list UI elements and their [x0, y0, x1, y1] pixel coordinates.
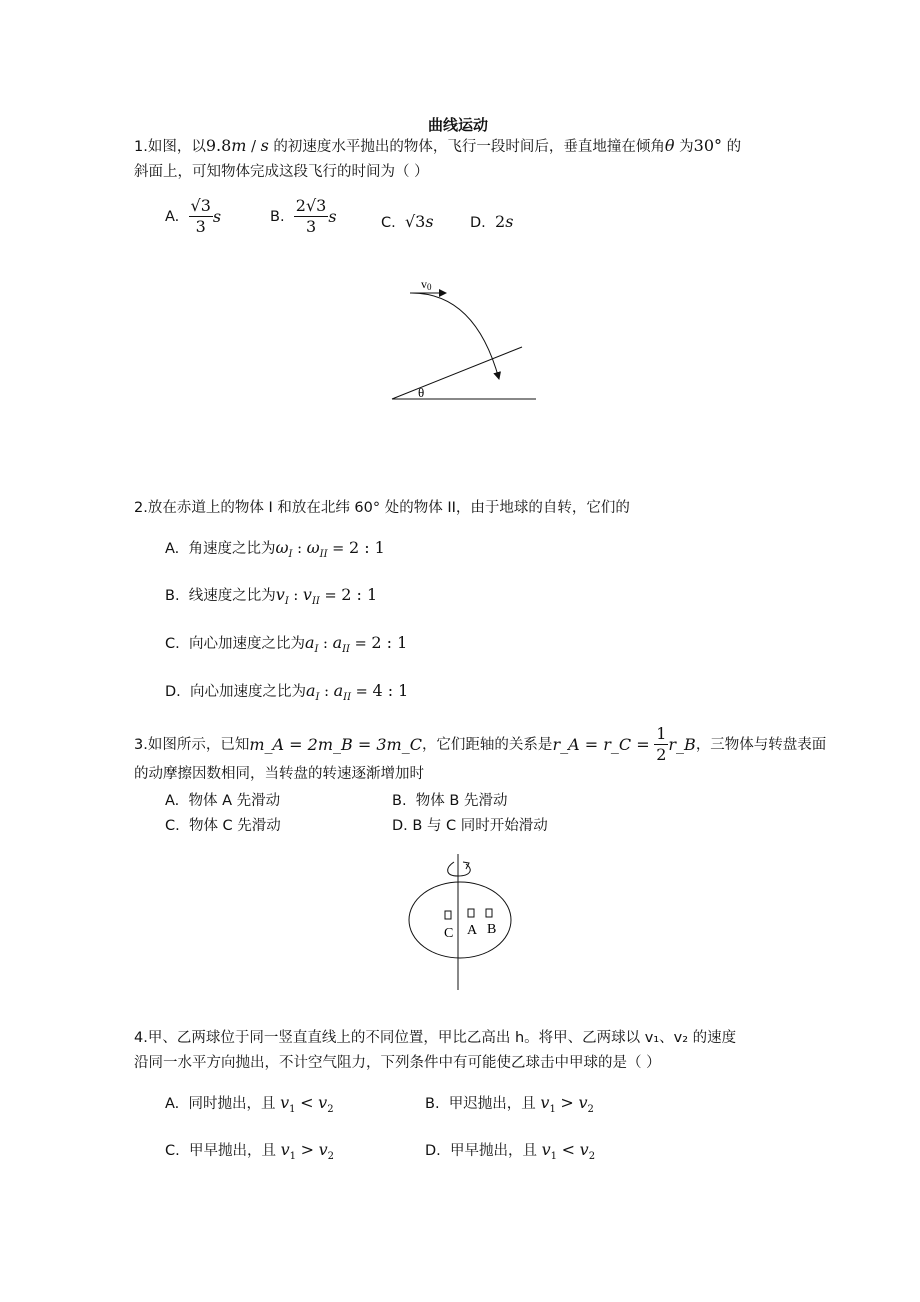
- q2-option-a: A. 角速度之比为$\omega_I$ : $\omega_{II} = 2$ : 1: [165, 538, 385, 560]
- q4-option-b: B. 甲迟抛出，且 $v_1 > v_2$: [425, 1093, 594, 1115]
- q1-option-a: A. $\frac{√3}{3}$ s: [165, 196, 222, 236]
- q3-option-c: C. 物体 C 先滑动: [165, 818, 281, 834]
- incline-line: [392, 347, 522, 399]
- q2-option-d: D. 向心加速度之比为$a_I$ : $a_{II} = 4$ : 1: [165, 681, 409, 703]
- q1-option-d: D. 2s: [470, 212, 514, 231]
- block-c: [445, 911, 451, 919]
- q1-speed: 9.8: [205, 136, 232, 155]
- rotation-arrowhead: [463, 862, 469, 869]
- q3-stem-line1: 3.如图所示，已知 m_A = 2m_B = 3m_C ，它们距轴的关系是 r_A = r_C = $\frac{1}{2}$ r_B ，三物体与转盘表面: [134, 724, 827, 764]
- q3-turntable-figure: [400, 850, 520, 995]
- rotation-arrow: [448, 862, 470, 876]
- q3-mass-relation: m_A = 2m_B = 3m_C: [249, 734, 422, 754]
- v0-label: v0: [421, 277, 432, 292]
- q1-projectile-figure: [380, 270, 550, 410]
- q4-stem-line2: 沿同一水平方向抛出，不计空气阻力，下列条件中有可能使乙球击中甲球的是（ ）: [134, 1055, 661, 1071]
- block-b: [486, 909, 492, 917]
- q1-option-b: B. $\frac{2√3}{3}$ s: [270, 196, 337, 236]
- q3-option-d: D. B 与 C 同时开始滑动: [392, 818, 548, 834]
- q2-option-b: B. 线速度之比为$v_I$ : $v_{II} = 2$ : 1: [165, 585, 378, 607]
- page-title: 曲线运动: [428, 116, 489, 134]
- trajectory-curve: [410, 293, 499, 379]
- q1-stem-line1: 1.如图，以9.8m / s 的初速度水平抛出的物体，飞行一段时间后，垂直地撞在倾角θ 为30° 的: [134, 136, 742, 155]
- q3-option-b: B. 物体 B 先滑动: [392, 793, 508, 809]
- q3-stem-line2: 的动摩擦因数相同，当转盘的转速逐渐增加时: [134, 766, 424, 782]
- turntable-disk: [409, 882, 511, 958]
- q1-stem-line2: 斜面上，可知物体完成这段飞行的时间为（ ）: [134, 164, 429, 180]
- label-c: C: [444, 926, 454, 941]
- q4-option-c: C. 甲早抛出，且 $v_1 > v_2$: [165, 1140, 335, 1162]
- q4-option-d: D. 甲早抛出，且 $v_1 < v_2$: [425, 1140, 596, 1162]
- q1-angle: 30°: [693, 136, 723, 155]
- q4-option-a: A. 同时抛出，且 $v_1 < v_2$: [165, 1093, 334, 1115]
- q3-option-a: A. 物体 A 先滑动: [165, 793, 281, 809]
- q1-option-c: C. √3s: [381, 212, 434, 231]
- theta-label: θ: [418, 385, 425, 400]
- label-a: A: [467, 923, 478, 938]
- block-a: [468, 909, 474, 917]
- q2-stem: 2.放在赤道上的物体 I 和放在北纬 60° 处的物体 II，由于地球的自转，它们的: [134, 500, 630, 516]
- q2-option-c: C. 向心加速度之比为$a_I$ : $a_{II} = 2$ : 1: [165, 633, 408, 655]
- label-b: B: [487, 922, 497, 937]
- q4-stem-line1: 4.甲、乙两球位于同一竖直直线上的不同位置，甲比乙高出 h。将甲、乙两球以 v₁、v₂ 的速度: [134, 1030, 737, 1046]
